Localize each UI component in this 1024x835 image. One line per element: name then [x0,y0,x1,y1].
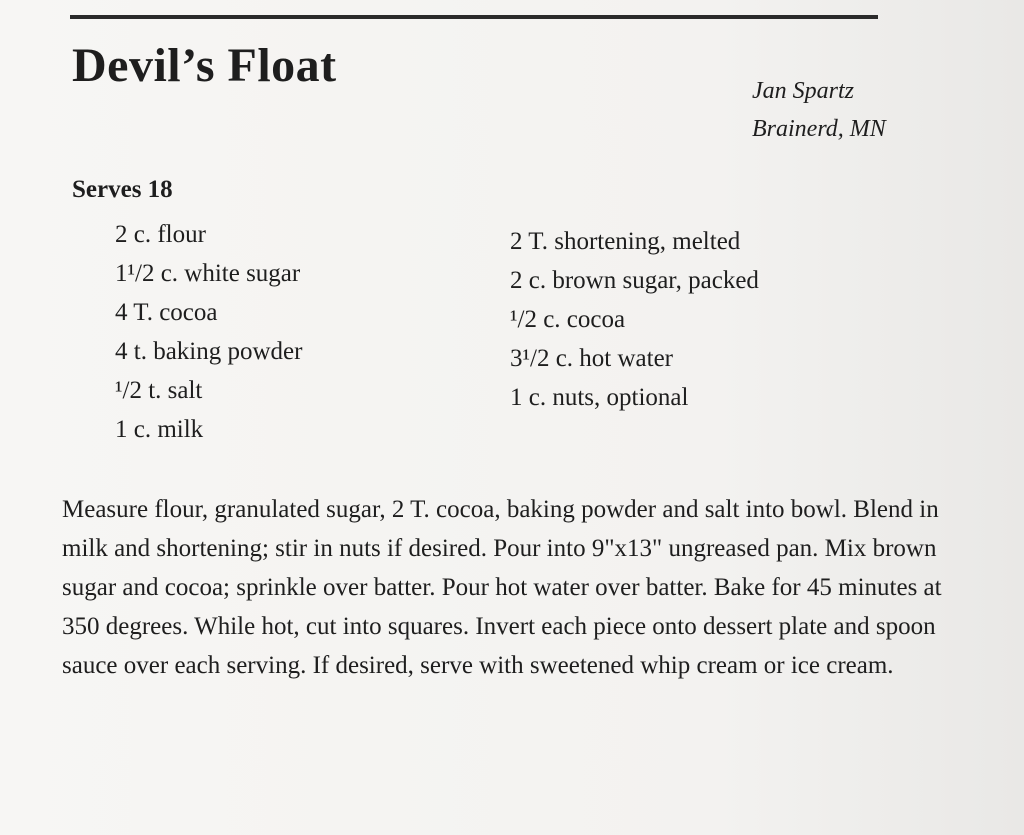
ingredient-item: 4 T. cocoa [115,299,218,326]
ingredient-item: 2 c. flour [115,221,206,248]
recipe-title: Devil’s Float [72,39,337,92]
ingredient-item: 1 c. milk [115,416,204,443]
ingredient-list-left [115,215,302,449]
author-block [752,72,886,148]
recipe-instructions: Measure flour, granulated sugar, 2 T. cocoa, baking powder and salt into bowl. Blend in milk and shortening; stir in nuts if desired. Pour into 9"x13" ungreased pan. Mix brown sugar and cocoa; sprinkle over batter. Pour hot water over batter. Bake for 45 minutes at 350 degrees. While hot, cut into squares. Invert each piece onto dessert plate and spoon sauce over each serving. If desired, serve with sweetened whip cream or ice cream. [62,496,942,679]
ingredient-item: 1 c. nuts, optional [510,384,689,411]
serves-count: Serves 18 [72,176,173,203]
top-rule [70,15,878,19]
ingredient-item: 2 c. brown sugar, packed [510,267,759,294]
ingredient-item: 1¹/2 c. white sugar [115,260,301,287]
ingredient-item: 3¹/2 c. hot water [510,345,674,372]
ingredient-list-right [510,222,759,417]
ingredient-item: ¹/2 c. cocoa [510,306,626,333]
ingredient-item: 2 T. shortening, melted [510,228,741,255]
ingredient-item: ¹/2 t. salt [115,377,203,404]
ingredient-item: 4 t. baking powder [115,338,303,365]
author-name: Jan Spartz [752,78,854,104]
author-location: Brainerd, MN [752,116,886,142]
